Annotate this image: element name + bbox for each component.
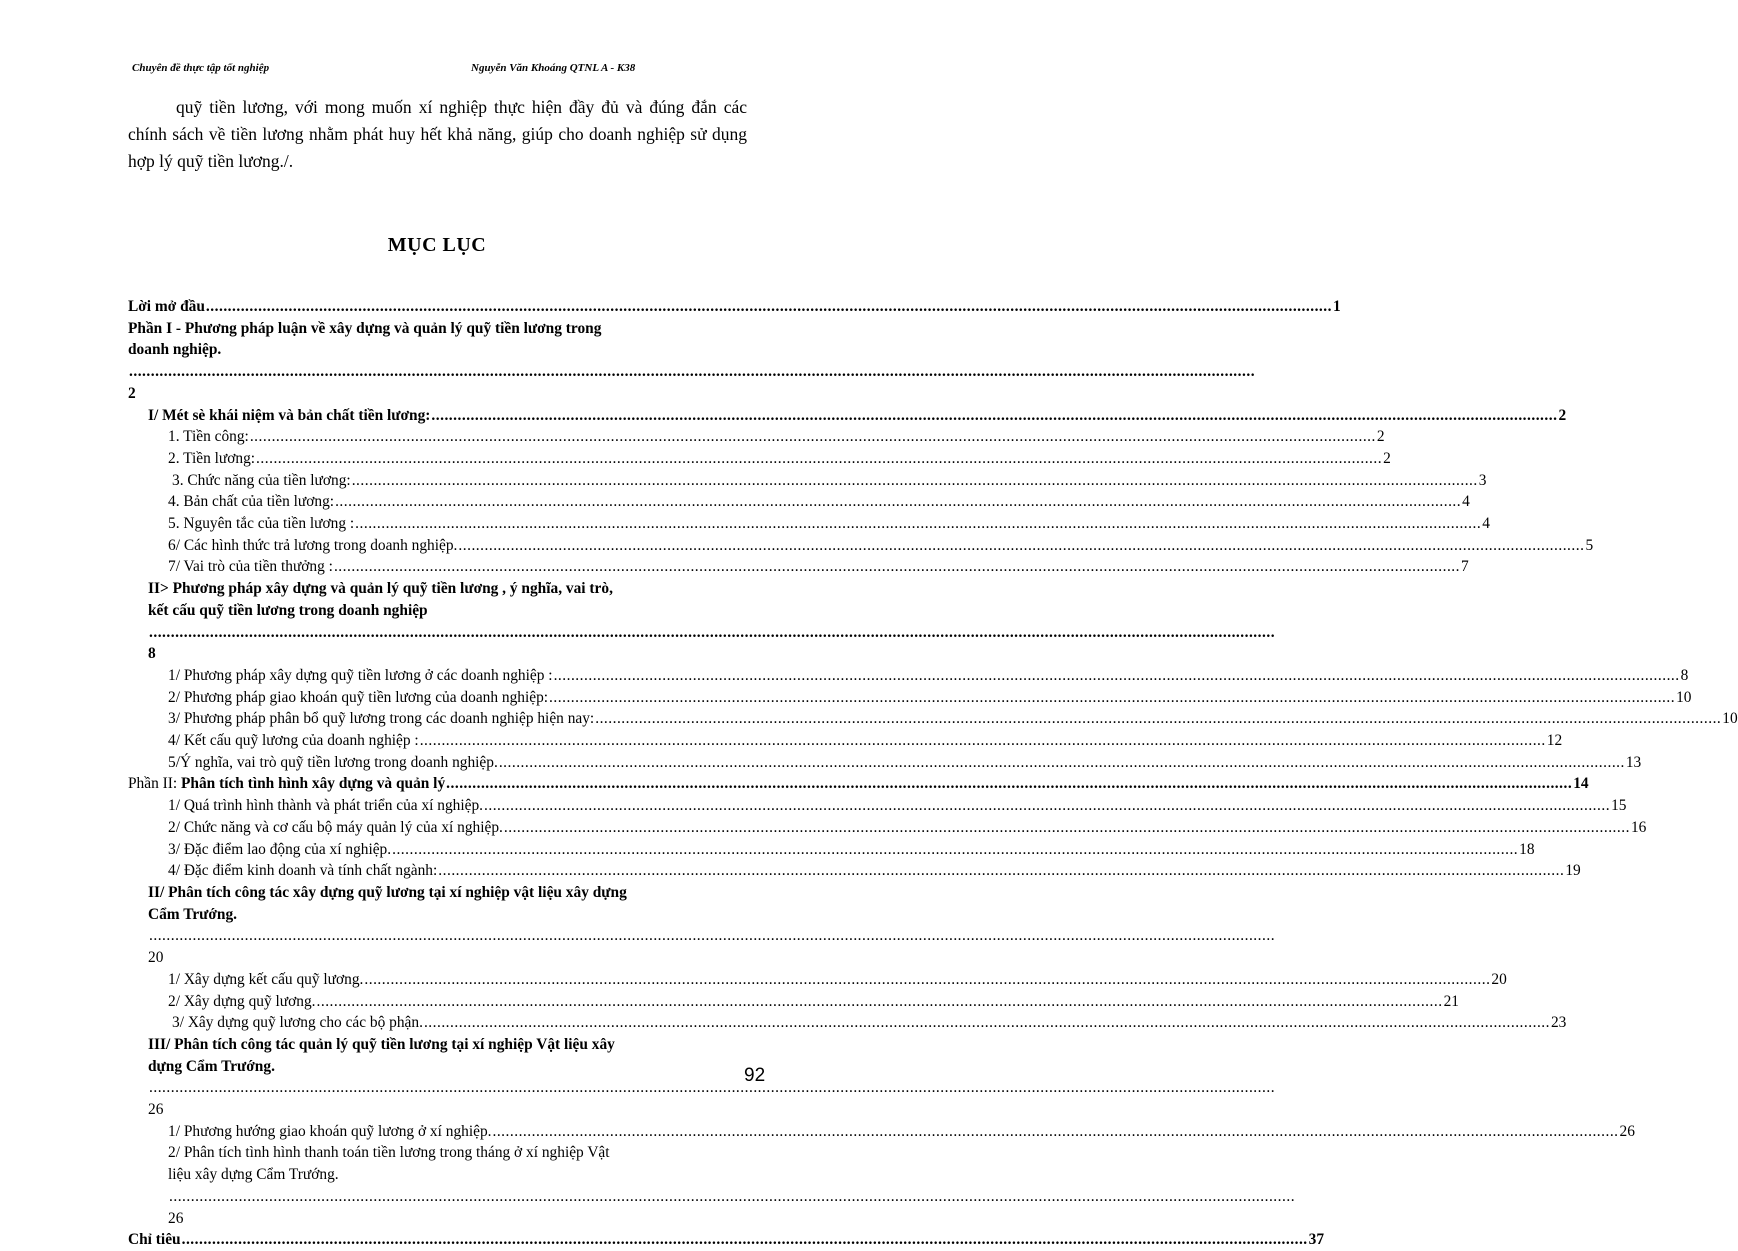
toc-leader (424, 1012, 1550, 1034)
toc-leader (446, 773, 1572, 795)
toc-entry-14 (128, 730, 1563, 752)
toc-entry-page: 2 (1376, 428, 1385, 446)
toc-entry-title: 5/Ý nghĩa, vai trò quỹ tiền lương trong doanh nghiệp. (168, 753, 498, 771)
toc-entry-title: Lời mở đầu (128, 298, 205, 315)
toc-entry-page: 14 (1573, 775, 1589, 793)
toc-entry-title: 1/ Xây dựng kết cấu quỹ lương. (168, 970, 364, 988)
toc-leader (499, 752, 1625, 774)
toc-entry-title: 6/ Các hình thức trả lương trong doanh nghiệp. (168, 536, 458, 554)
toc-entry-title: 4. Bản chất của tiền lương: (168, 493, 335, 511)
toc-entry-page: 15 (1611, 797, 1627, 815)
toc-entry-title: 1/ Quá trình hình thành và phát triển của xí nghiệp. (168, 797, 484, 815)
toc-entry-page: 10 (1722, 710, 1738, 728)
toc-leader (492, 1121, 1618, 1143)
toc-entry-title: 5. Nguyên tắc của tiền lương : (168, 515, 355, 533)
toc-leader (458, 535, 1584, 557)
toc-entry-title: Cẩm Trướng. (148, 905, 238, 923)
intro-paragraph (128, 94, 747, 175)
toc-leader (335, 491, 1461, 513)
toc-entry-title: 2/ Phương pháp giao khoán quỹ tiền lương của doanh nghiệp: (168, 688, 549, 706)
toc-entry-27 (128, 1142, 748, 1229)
toc-entry-page: 23 (1550, 1014, 1567, 1032)
intro-text: quỹ tiền lương, với mong muốn xí nghiệp thực hiện đầy đủ và đúng đắn các chính sách về tiền lương nhằm phát huy hết khả năng, giúp cho doanh nghiệp sử dụng hợp lý quỹ tiền lương./. (128, 97, 747, 171)
toc-leader (431, 405, 1557, 427)
toc-entry-title: 4/ Kết cấu quỹ lương của doanh nghiệp : (168, 732, 419, 750)
toc-entry-28 (128, 1229, 1325, 1251)
toc-leader (355, 513, 1481, 535)
toc-entry-title-line1: III/ Phân tích công tác quản lý quỹ tiền lương tại xí nghiệp Vật liệu xây (148, 1035, 615, 1053)
toc-entry-8 (128, 535, 1594, 557)
toc-entry-page: 20 (1491, 970, 1507, 988)
toc-entry-6 (128, 491, 1470, 513)
toc-entry-page: 2 (1383, 449, 1391, 467)
toc-leader (334, 556, 1460, 578)
toc-entry-4 (128, 448, 1391, 470)
toc-entry-title: dựng Cẩm Trướng. (148, 1057, 275, 1075)
toc-entry-page: 1 (1332, 298, 1341, 315)
toc-entry-title: 2. Tiền lương: (168, 449, 256, 467)
toc-entry-title: 3. Chức năng của tiền lương: (172, 471, 351, 489)
toc-entry-title (128, 773, 445, 795)
toc-entry-title: 1/ Phương pháp xây dựng quỹ tiền lương ở các doanh nghiệp : (168, 666, 553, 684)
toc-entry-22 (128, 969, 1507, 991)
toc-leader (129, 361, 1255, 383)
toc-leader (554, 665, 1680, 687)
toc-leader (149, 1077, 1275, 1099)
toc-entry-title: 7/ Vai trò của tiền thưởng : (168, 558, 333, 576)
toc-entry-page: 18 (1519, 840, 1535, 858)
toc-entry-title-line1: II> Phương pháp xây dựng và quản lý quỹ tiền lương , ý nghĩa, vai trò, (148, 580, 613, 598)
toc-entry-3 (128, 426, 1385, 448)
toc-entry-title: Chỉ tiêu (128, 1231, 181, 1249)
toc-entry-5 (128, 470, 1487, 492)
page-header (132, 62, 688, 80)
toc-entry-page: 2 (1558, 406, 1567, 424)
toc-leader (250, 426, 1376, 448)
toc-entry-title: 3/ Xây dựng quỹ lương cho các bộ phận. (172, 1014, 423, 1032)
header-document-title: Chuyên đề thực tập tốt nghiệp (132, 62, 270, 74)
toc-entry-title: I/ Mét sè khái niệm và bản chất tiền lương: (148, 406, 431, 424)
toc-leader (169, 1186, 1295, 1208)
toc-entry-title: 1. Tiền công: (168, 428, 249, 446)
toc-entry-page: 16 (1630, 818, 1647, 836)
toc-entry-0 (128, 296, 1341, 318)
toc-entry-title: doanh nghiệp. (128, 341, 222, 359)
toc-entry-10 (128, 578, 748, 665)
toc-entry-20 (128, 860, 1581, 882)
toc-title: MỤC LỤC (387, 234, 487, 256)
toc-entry-26 (128, 1121, 1635, 1143)
toc-entry-12 (128, 687, 1692, 709)
toc-leader (484, 795, 1610, 817)
toc-entry-title-bold: Phân tích tình hình xây dựng và quản lý (181, 775, 446, 793)
header-author: Nguyễn Văn Khoáng QTNL A - K38 (471, 62, 636, 74)
toc-leader (595, 708, 1721, 730)
toc-entry-16 (128, 773, 1589, 795)
toc-entry-title-line1: Phần I - Phương pháp luận về xây dựng và quản lý quỹ tiền lương trong (128, 319, 602, 337)
toc-leader (364, 969, 1490, 991)
toc-entry-title: 3/ Phương pháp phân bổ quỹ lương trong các doanh nghiệp hiện nay: (168, 710, 595, 728)
toc-leader (352, 470, 1478, 492)
toc-entry-title: 2/ Chức năng và cơ cấu bộ máy quản lý của xí nghiệp. (168, 818, 503, 836)
toc-entry-page: 2 (128, 384, 136, 402)
toc-entry-2 (128, 405, 1567, 427)
page-number: 92 (744, 1065, 766, 1086)
toc-entry-18 (128, 817, 1647, 839)
toc-entry-page: 13 (1625, 753, 1642, 771)
toc-entry-23 (128, 991, 1459, 1013)
toc-entry-page: 26 (1619, 1122, 1635, 1140)
toc-leader (149, 925, 1275, 947)
toc-entry-title: 4/ Đặc điểm kinh doanh và tính chất ngành: (168, 862, 438, 880)
toc-entry-page: 21 (1443, 992, 1459, 1010)
toc-entry-page: 26 (148, 1101, 164, 1119)
toc-entry-title: 2/ Xây dựng quỹ lương. (168, 992, 316, 1010)
toc-entry-title: liệu xây dựng Cẩm Trướng. (168, 1166, 339, 1184)
toc-entry-title-line1: II/ Phân tích công tác xây dựng quỹ lương tại xí nghiệp vật liệu xây dựng (148, 883, 627, 901)
toc-leader (206, 296, 1332, 318)
toc-entry-17 (128, 795, 1627, 817)
toc-entry-page: 4 (1482, 515, 1490, 533)
toc-entry-title-line1: 2/ Phân tích tình hình thanh toán tiền lương trong tháng ở xí nghiệp Vật (168, 1144, 610, 1162)
toc-entry-page: 4 (1462, 493, 1470, 511)
toc-entry-9 (128, 556, 1469, 578)
toc-entry-page: 5 (1585, 536, 1594, 554)
toc-entry-page: 3 (1478, 471, 1487, 489)
toc-leader (420, 730, 1546, 752)
toc-entry-page: 8 (148, 645, 156, 663)
toc-leader (256, 448, 1382, 470)
toc-entry-21 (128, 882, 748, 969)
toc-entry-page: 37 (1308, 1231, 1325, 1249)
toc-entry-page: 12 (1546, 732, 1563, 750)
toc-entry-title: 1/ Phương hướng giao khoán quỹ lương ở xí nghiệp. (168, 1122, 492, 1140)
toc-leader (392, 839, 1518, 861)
toc-entry-13 (128, 708, 1738, 730)
toc-leader (149, 622, 1275, 644)
toc-leader (549, 687, 1675, 709)
toc-leader (504, 817, 1630, 839)
toc-entry-prefix: Phần II: (128, 775, 182, 793)
toc-entry-page: 26 (168, 1209, 184, 1227)
toc-entry-25 (128, 1034, 748, 1121)
toc-entry-1 (128, 318, 748, 405)
toc-entry-page: 7 (1461, 558, 1469, 576)
toc-entry-15 (128, 752, 1642, 774)
toc-entry-title: 3/ Đặc điểm lao động của xí nghiệp. (168, 840, 392, 858)
toc-entry-page: 10 (1676, 688, 1692, 706)
toc-leader (317, 991, 1443, 1013)
toc-entry-page: 19 (1565, 862, 1581, 880)
toc-entry-7 (128, 513, 1490, 535)
toc-entry-19 (128, 839, 1535, 861)
toc-leader (182, 1229, 1308, 1251)
toc-entry-title: kết cấu quỹ tiền lương trong doanh nghiệp (148, 601, 428, 619)
toc-entry-11 (128, 665, 1689, 687)
toc-entry-page: 20 (148, 949, 164, 967)
toc-entry-24 (128, 1012, 1567, 1034)
toc-leader (438, 860, 1564, 882)
toc-entry-page: 8 (1680, 666, 1689, 684)
